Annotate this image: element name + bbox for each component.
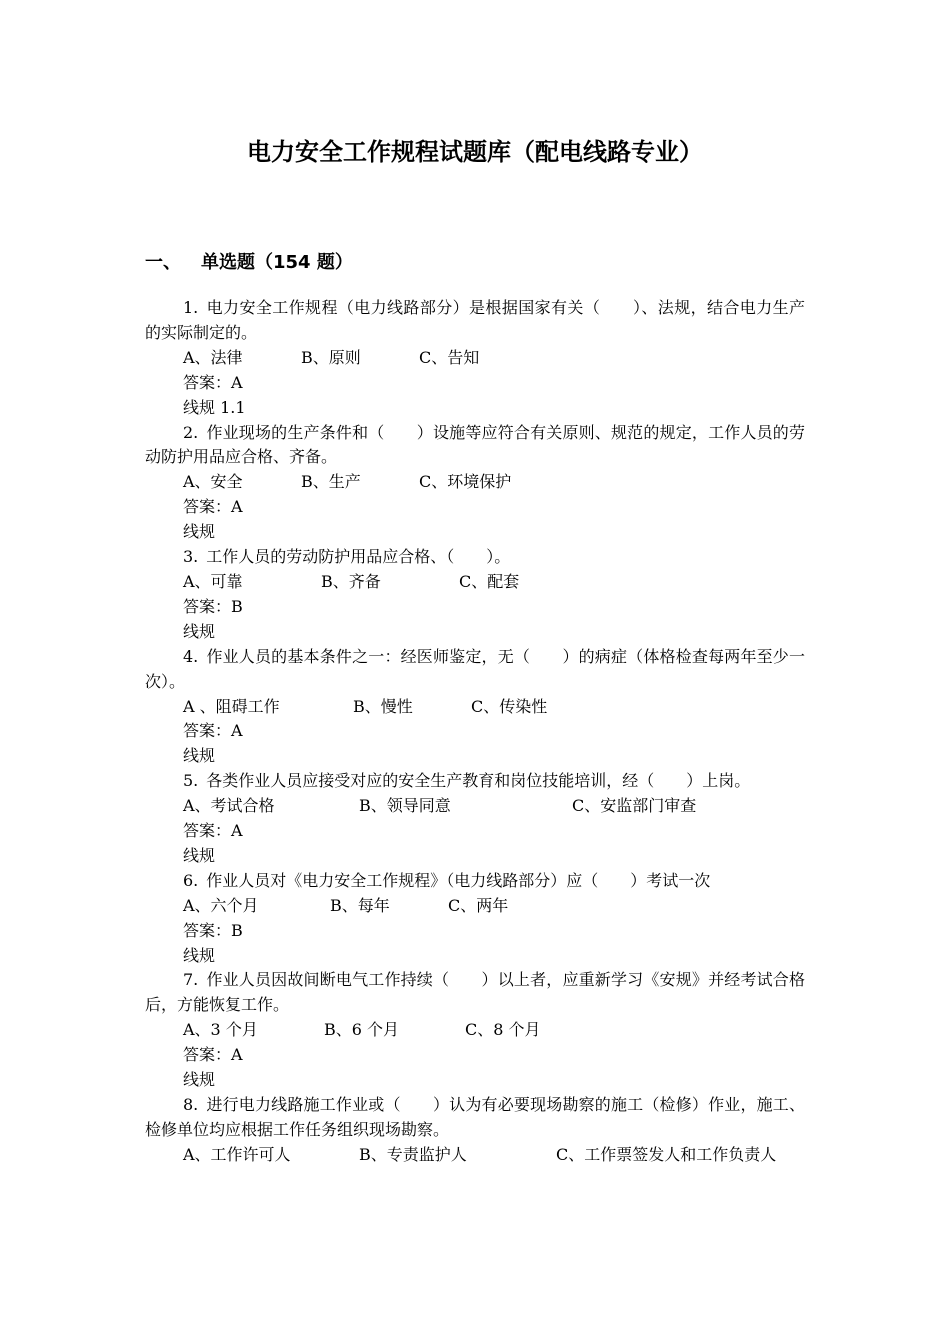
option-a: A、工作许可人 (183, 1144, 291, 1164)
question-text: 5. 各类作业人员应接受对应的安全生产教育和岗位技能培训，经（ ）上岗。 (183, 771, 751, 791)
option-c: C、传染性 (471, 696, 548, 716)
question-options (145, 1018, 805, 1043)
question-item (145, 968, 805, 1093)
question-answer: 答案：B (183, 920, 243, 940)
question-item (145, 769, 805, 869)
question-options (145, 346, 805, 371)
question-number: 1. (183, 298, 199, 317)
question-answer: 答案：A (183, 372, 243, 392)
question-source: 线规 (183, 746, 216, 766)
document-title: 电力安全工作规程试题库（配电线路专业） (247, 138, 703, 166)
question-item (145, 421, 805, 546)
option-a: A 、阻碍工作 (183, 696, 280, 716)
question-text: 2. 作业现场的生产条件和（ ）设施等应符合有关原则、规范的规定，工作人员的劳动防护用品应合格、齐备。 (145, 422, 805, 467)
question-number: 4. (183, 646, 199, 666)
question-answer: 答案：A (183, 1045, 243, 1065)
option-c: C、工作票签发人和工作负责人 (556, 1144, 777, 1164)
section-number: 一、 (145, 252, 181, 273)
option-b: B、生产 (301, 472, 361, 492)
section-heading (145, 249, 353, 277)
option-b: B、原则 (301, 347, 361, 367)
question-list (145, 296, 805, 1168)
question-text: 7. 作业人员因故间断电气工作持续（ ）以上者，应重新学习《安规》并经考试合格后，方能恢复工作。 (145, 970, 805, 1015)
question-source: 线规 (183, 1070, 216, 1090)
question-options (145, 695, 805, 720)
question-text: 3. 工作人员的劳动防护用品应合格、（ ）。 (183, 547, 511, 567)
option-c: C、两年 (448, 895, 509, 915)
question-number: 8. (183, 1095, 199, 1114)
option-a: A、考试合格 (183, 796, 275, 816)
question-text: 8. 进行电力线路施工作业或（ ）认为有必要现场勘察的施工（检修）作业，施工、检修单位均应根据工作任务组织现场勘察。 (145, 1095, 805, 1139)
question-source: 线规 (183, 845, 216, 865)
question-item (145, 545, 805, 645)
option-b: B、专责监护人 (359, 1144, 467, 1164)
option-a: A、可靠 (183, 571, 243, 591)
option-c: C、环境保护 (419, 472, 512, 492)
question-number: 3. (183, 547, 199, 567)
question-answer: 答案：A (183, 821, 243, 841)
question-answer: 答案：A (183, 721, 243, 741)
question-text: 1. 电力安全工作规程（电力线路部分）是根据国家有关（ ）、法规，结合电力生产的实际制定的。 (145, 298, 805, 342)
option-b: B、6 个月 (324, 1020, 400, 1040)
option-a: A、3 个月 (183, 1020, 258, 1040)
question-options (145, 570, 805, 595)
option-b: B、领导同意 (359, 796, 451, 816)
question-item (145, 645, 805, 770)
option-b: B、每年 (330, 895, 390, 915)
question-number: 5. (183, 771, 199, 791)
question-source: 线规 (183, 522, 216, 542)
option-c: C、告知 (419, 347, 480, 367)
question-text: 4. 作业人员的基本条件之一：经医师鉴定，无（ ）的病症（体格检查每两年至少一次）。 (145, 646, 805, 691)
option-c: C、安监部门审查 (572, 796, 697, 816)
question-number: 2. (183, 422, 199, 442)
option-a: A、六个月 (183, 895, 259, 915)
question-source: 线规 (183, 945, 216, 965)
option-a: A、安全 (183, 472, 243, 492)
question-answer: 答案：A (183, 497, 243, 517)
question-answer: 答案：B (183, 596, 243, 616)
question-number: 6. (183, 870, 199, 890)
option-c: C、配套 (459, 571, 520, 591)
question-item (145, 296, 805, 421)
question-source: 线规 (183, 621, 216, 641)
question-source: 线规 1.1 (183, 397, 246, 417)
question-item (145, 869, 805, 969)
option-a: A、法律 (183, 347, 243, 367)
option-b: B、慢性 (353, 696, 413, 716)
question-options (145, 470, 805, 495)
section-title: 单选题（154 题） (201, 252, 353, 273)
question-options (145, 894, 805, 919)
question-options (145, 794, 805, 819)
option-c: C、8 个月 (465, 1020, 541, 1040)
option-b: B、齐备 (321, 571, 381, 591)
question-text: 6. 作业人员对《电力安全工作规程》（电力线路部分）应（ ）考试一次 (183, 870, 711, 890)
question-item (145, 1093, 805, 1168)
question-options (145, 1143, 805, 1168)
question-number: 7. (183, 970, 199, 990)
